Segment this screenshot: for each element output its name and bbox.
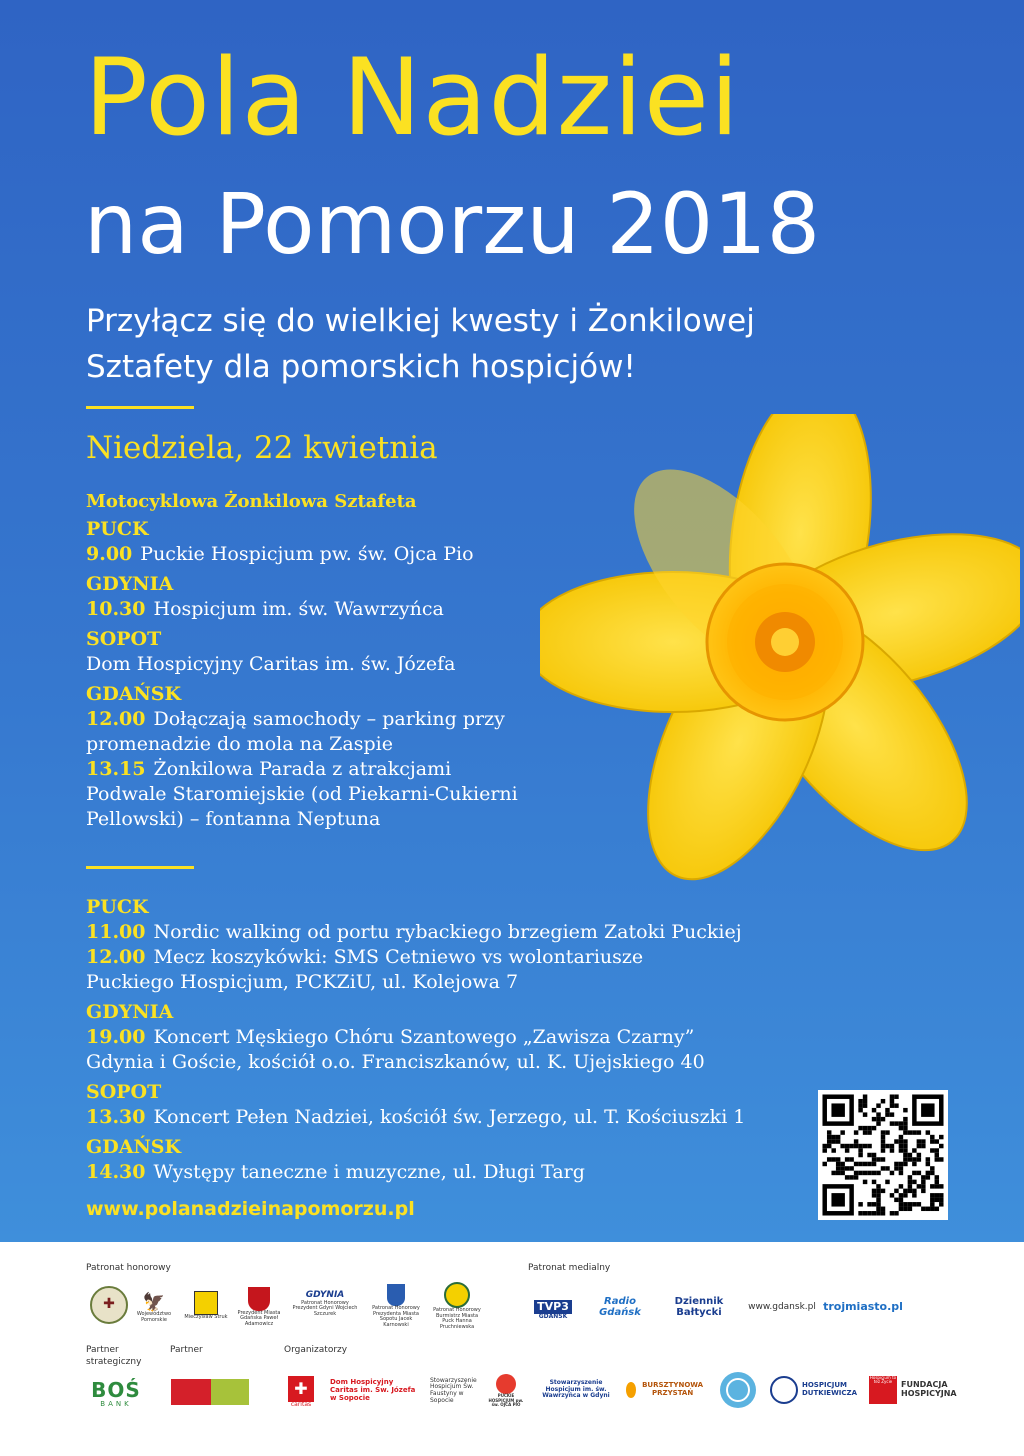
gdynia-logo: GDYNIA Patronat Honorowy Prezydent Gdyni Wojciech Szczurek <box>292 1289 358 1317</box>
relay-city-heading: GDAŃSK <box>86 683 182 705</box>
tvp3-logo: TVP3 GDAŃSK <box>530 1294 576 1326</box>
events-schedule-line <box>86 1160 806 1185</box>
subtitle-line-2: Sztafety dla pomorskich hospicjów! <box>86 349 636 385</box>
hospicjum-dutkiewicza-logo: HOSPICJUM DUTKIEWICZA <box>768 1372 860 1408</box>
event-description: Puckie Hospicjum pw. św. Ojca Pio <box>140 543 474 565</box>
events-city-heading: SOPOT <box>86 1081 162 1103</box>
trojmiasto-logo: trojmiasto.pl <box>823 1299 903 1313</box>
event-description: Występy taneczne i muzyczne, ul. Długi Targ <box>153 1161 585 1183</box>
hospicjum-faustyny-logo: Stowarzyszenie Hospicjum Św. Faustyny w Sopocie <box>430 1376 477 1404</box>
divider-rule-2 <box>86 866 194 869</box>
pomorskie-voivodeship-logo: 🦅 Województwo Pomorskie <box>136 1291 172 1323</box>
qr-code-icon[interactable] <box>818 1090 948 1220</box>
event-time: 9.00 <box>86 543 133 565</box>
bishop-coat-of-arms-logo: ✚ <box>90 1286 128 1324</box>
event-time: 14.30 <box>86 1161 146 1183</box>
event-time: 12.00 <box>86 946 146 968</box>
events-schedule-line <box>86 945 806 970</box>
event-description: promenadzie do mola na Zaspie <box>86 733 393 755</box>
event-description: Mecz koszykówki: SMS Cetniewo vs wolontariusze <box>153 946 644 968</box>
event-description: Koncert Pełen Nadziei, kościół św. Jerzego, ul. T. Kościuszki 1 <box>153 1106 746 1128</box>
gdansk-pl-logo: www.gdansk.pl <box>748 1302 816 1313</box>
event-description: Dom Hospicyjny Caritas im. św. Józefa <box>86 653 456 675</box>
event-time: 11.00 <box>86 921 146 943</box>
sopot-logo: Patronat Honorowy Prezydenta Miasta Sopotu Jacek Karnowski <box>370 1280 422 1332</box>
event-description: Puckiego Hospicjum, PCKZiU, ul. Kolejowa 7 <box>86 971 519 993</box>
events-schedule-line <box>86 1025 806 1050</box>
event-time: 13.30 <box>86 1106 146 1128</box>
relay-city-heading: PUCK <box>86 518 149 540</box>
subtitle <box>86 298 966 390</box>
gdansk-president-logo: Prezydent Miasta Gdańska Paweł Adamowicz <box>234 1282 284 1332</box>
organizers-label: Organizatorzy <box>284 1345 348 1355</box>
event-description: Pellowski) – fontanna Neptuna <box>86 808 381 830</box>
event-description: Nordic walking od portu rybackiego brzegiem Zatoki Puckiej <box>153 921 742 943</box>
events-city-heading: GDYNIA <box>86 1001 174 1023</box>
website-link[interactable]: www.polanadzieinapomorzu.pl <box>86 1198 415 1220</box>
event-description: Żonkilowa Parada z atrakcjami <box>153 758 452 780</box>
event-time: 12.00 <box>86 708 146 730</box>
event-description: Dołączają samochody – parking przy <box>153 708 505 730</box>
events-schedule <box>86 894 806 1223</box>
events-schedule-line <box>86 970 806 995</box>
relay-title: Motocyklowa Żonkilowa Sztafeta <box>86 491 417 512</box>
events-city-heading: PUCK <box>86 896 149 918</box>
hospicjum-wawrzynca-logo: Stowarzyszenie Hospicjum im. św. Wawrzyńca w Gdyni <box>542 1379 610 1400</box>
event-time: 13.15 <box>86 758 146 780</box>
hospicjum-circle-logo <box>720 1372 756 1408</box>
partner-logo <box>170 1378 250 1406</box>
relay-city-heading: SOPOT <box>86 628 162 650</box>
puckie-hospicjum-logo: PUCKIE HOSPICJUM pw. św. OJCA PIO <box>486 1366 526 1416</box>
marshal-logo: Mieczysław Struk <box>184 1282 228 1330</box>
event-date: Niedziela, 22 kwietnia <box>86 430 438 466</box>
events-city-heading: GDAŃSK <box>86 1136 182 1158</box>
footer <box>0 1242 1024 1456</box>
radio-gdansk-logo: Radio Gdańsk <box>599 1296 641 1318</box>
puck-logo: Patronat Honorowy Burmistrz Miasta Puck Hanna Pruchniewska <box>430 1280 484 1332</box>
events-schedule-line <box>86 1050 806 1075</box>
honorary-patronage-label: Patronat honorowy <box>86 1263 171 1273</box>
dom-hospicyjny-caritas-logo: Dom Hospicyjny Caritas im. Św. Józefa w Sopocie <box>330 1378 416 1402</box>
fundacja-hospicyjna-logo: Hospicjum to też Życie FUNDACJA HOSPICYJNA <box>868 1372 952 1408</box>
bos-bank-logo: BOŚ BANK <box>91 1378 141 1409</box>
event-description: Gdynia i Goście, kościół o.o. Franciszkanów, ul. K. Ujejskiego 40 <box>86 1051 705 1073</box>
events-list <box>86 894 806 1189</box>
divider-rule <box>86 406 194 409</box>
dziennik-baltycki-logo: Dziennik Bałtycki <box>674 1296 724 1318</box>
events-schedule-line <box>86 920 806 945</box>
media-patronage-label: Patronat medialny <box>528 1263 611 1273</box>
event-description: Hospicjum im. św. Wawrzyńca <box>153 598 444 620</box>
subtitle-line-1: Przyłącz się do wielkiej kwesty i Żonkilowej <box>86 303 755 339</box>
event-time: 19.00 <box>86 1026 146 1048</box>
event-time: 10.30 <box>86 598 146 620</box>
caritas-logo: ✚ caritas <box>284 1372 318 1412</box>
title-line-1: Pola Nadziei <box>84 36 741 159</box>
title-line-2: na Pomorzu 2018 <box>84 175 821 273</box>
events-schedule-line <box>86 1105 806 1130</box>
relay-city-heading: GDYNIA <box>86 573 174 595</box>
event-description: Podwale Staromiejskie (od Piekarni-Cukierni <box>86 783 518 805</box>
strategic-partner-label: Partner strategiczny <box>86 1345 142 1367</box>
partner-label: Partner <box>170 1345 203 1355</box>
daffodil-flower-icon <box>540 414 1020 884</box>
event-description: Koncert Męskiego Chóru Szantowego „Zawisza Czarny” <box>153 1026 695 1048</box>
bursztynowa-przystan-logo: BURSZTYNOWA PRZYSTAŃ <box>626 1370 706 1410</box>
